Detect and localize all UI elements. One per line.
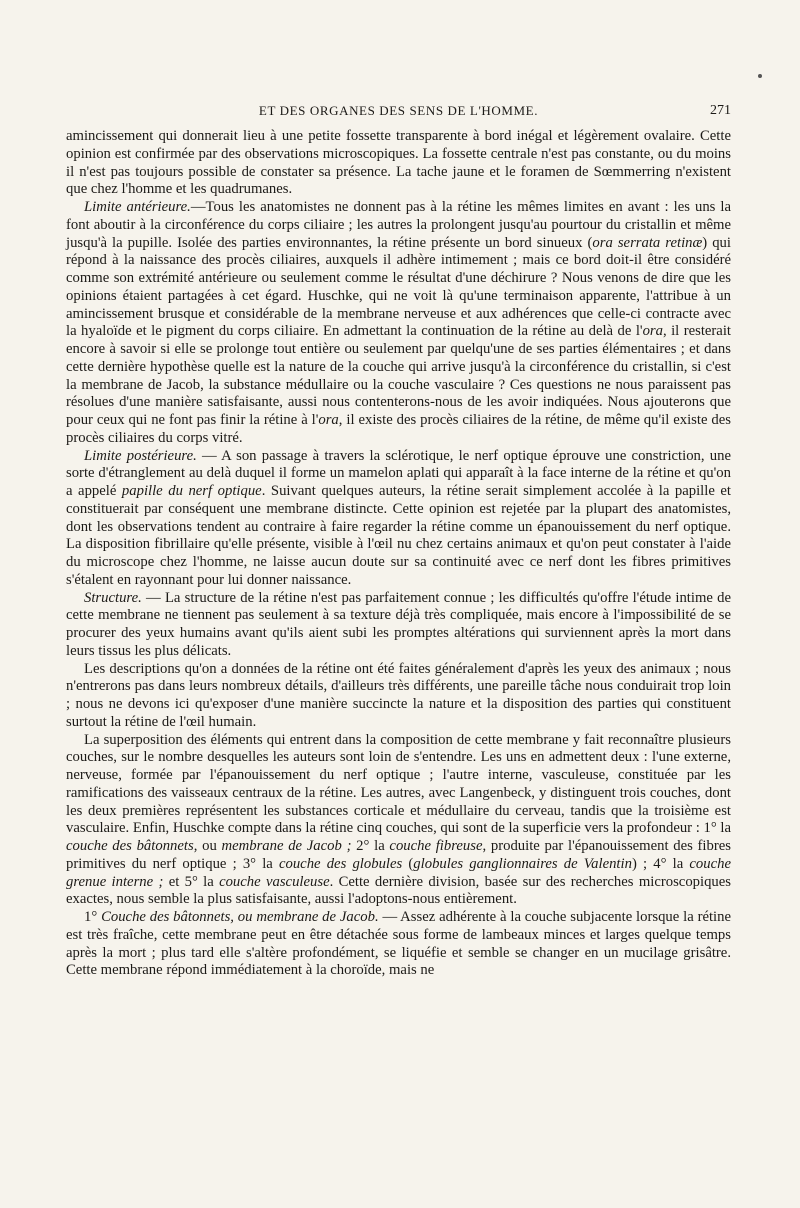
text-run: Les descriptions qu'on a données de la rétine ont été faites généralement d'après les yeux des animaux ; nous n'entrerons pas dans leurs nombreux détails, d'ailleurs très différents, une pareille tâche nous conduirait trop loin ; nous ne devons ici qu'exposer d'une manière succincte la nature et la disposition des parties qui constituent surtout la rétine de l'œil humain. — [66, 660, 731, 730]
text-run: et 5° la — [163, 873, 220, 890]
italic-text: ora — [642, 323, 663, 340]
text-run: —Tous les anatomistes ne donnent pas à la rétine les mêmes limites en avant : les uns la font aboutir à la circonférence du corps ciliaire ; les autres la prolongent jusqu'au pourtour du cristallin et même jusqu'à la pupille. Isolée des parties environnantes, la rétine présente un bord sinueux ( — [66, 199, 731, 251]
paragraph — [66, 448, 731, 590]
italic-text: globules ganglionnaires de Valentin — [413, 855, 632, 872]
italic-text: Couche des bâtonnets, ou membrane de Jacob. — [101, 909, 379, 925]
italic-text: ora — [318, 412, 339, 428]
text-run: 1° — [84, 909, 102, 925]
italic-text: Limite postérieure. — [84, 447, 197, 464]
running-head: ET DES ORGANES DES SENS DE L'HOMME. — [258, 103, 539, 118]
text-run: 2° la — [351, 838, 390, 854]
text-run: , produite par l'épanouissement des fibres primitives du nerf optique ; 3° la — [66, 838, 731, 872]
text-run: ) qui répond à la naissance des procès ciliaires, auxquels il adhère intimement ; mais ce bord doit-il être considéré comme son extrémité antérieure ou seulement comme le résultat d'une déchirure ? Nous venons de dire que les opinions étaient partagées à cet égard. Huschke, qui ne voit là qu'une terminaison apparente, l'attribue à un amincissement brusque et considérable de la membrane nerveuse et aux adhérences que celle-ci contracte avec la hyaloïde et le pigment du corps ciliaire. En admettant la continuation de la rétine au delà de l' — [66, 234, 731, 340]
paragraph — [66, 732, 731, 910]
text-run: ) ; 4° la — [631, 855, 690, 872]
italic-text: Limite antérieure. — [84, 199, 191, 215]
text-run: amincissement qui donnerait lieu à une petite fossette transparente à bord inégal et légèrement ovalaire. Cette opinion est confirmée par des observations microscopiques. La fossette centrale n'est pas constante, ou du moins il n'est pas toujours possible de constater sa présence. La tache jaune et le foramen de Sœmmerring n'existent que chez l'homme et les quadrumanes. — [66, 128, 731, 198]
italic-text: couche vasculeuse — [219, 873, 330, 890]
italic-text: couche fibreuse — [389, 838, 483, 854]
text-run: , ou — [193, 838, 222, 854]
text-run: La superposition des éléments qui entrent dans la composition de cette membrane y fait reconnaître plusieurs couches, sur le nombre desquelles les auteurs sont loin de s'entendre. Les uns en admettent deux : l'une externe, nerveuse, formée par l'épanouissement du nerf optique ; l'autre interne, vasculeuse, constituée par les ramifications des vaisseaux centraux de la rétine. Les autres, avec Langenbeck, y distinguent trois couches, dont les deux premières représentent les substances corticale et médullaire du cerveau, tandis que la troisième est vasculaire. Enfin, Huschke compte dans la rétine cinq couches, qui sont de la superficie vers la profondeur : 1° la — [66, 731, 731, 837]
text-run: . Suivant quelques auteurs, la rétine serait simplement accolée à la papille et constituerait par conséquent une membrane distincte. Cette opinion est rejetée par la plupart des anatomistes, dont les observations tendent au contraire à faire regarder la rétine comme un épanouissement du nerf optique. La disposition fibrillaire qu'elle présente, visible à l'œil nu chez certains animaux et qu'on peut constater à l'aide du microscope chez l'homme, ne laisse aucun doute sur sa continuité avec ce nerf dont les fibres primitives s'étalent en rayonnant pour lui donner naissance. — [66, 483, 731, 588]
paragraph — [66, 661, 731, 732]
text-run: — Assez adhérente à la couche subjacente lorsque la rétine est très fraîche, cette membrane peut en être détachée sous forme de lambeaux minces et larges quelque temps après la mort ; plus tard elle s'altère profondément, se liquéfie et semble se changer en un mucilage grisâtre. Cette membrane répond immédiatement à la choroïde, mais ne — [66, 909, 732, 979]
italic-text: couche des bâtonnets — [66, 838, 194, 854]
text-run: ( — [402, 855, 414, 872]
paragraph — [66, 909, 731, 980]
italic-text: ora serrata retinæ — [592, 234, 703, 251]
italic-text: membrane de Jacob ; — [221, 838, 352, 854]
body-text — [66, 128, 731, 980]
italic-text: couche des globules — [278, 855, 403, 872]
page-header — [66, 103, 731, 123]
text-run: , il existe des procès ciliaires de la rétine, de même qu'il existe des procès ciliaires du corps vitré. — [66, 412, 731, 446]
italic-text: couche grenue interne ; — [66, 855, 731, 890]
italic-text: papille du nerf optique — [121, 483, 262, 499]
paragraph — [66, 199, 731, 448]
text-run: . Cette dernière division, basée sur des recherches microscopiques exactes, nous semble la plus satisfaisante, aussi l'adoptons-nous entièrement. — [66, 873, 732, 908]
paragraph — [66, 590, 731, 661]
paragraph — [66, 128, 731, 199]
text-run: — La structure de la rétine n'est pas parfaitement connue ; les difficultés qu'offre l'étude intime de cette membrane ne tiennent pas seulement à sa texture déjà très compliquée, mais encore à l'impossibilité de se procurer des yeux humains avant qu'ils aient subi les promptes altérations qui surviennent après la mort dans leurs tissus les plus délicats. — [66, 589, 731, 659]
text-run: — A son passage à travers la sclérotique, le nerf optique éprouve une constriction, une sorte d'étranglement au delà duquel il forme un mamelon aplati qui apparaît à la face interne de la rétine et qu'on a appelé — [66, 447, 731, 499]
ink-speck — [758, 74, 762, 78]
page-number: 271 — [710, 103, 731, 118]
text-run: , il resterait encore à savoir si elle se prolonge tout entière ou seulement par quelqu'une de ses parties élémentaires ; et dans cette dernière hypothèse quelle est la nature de la couche qui arrive jusqu'à la circonférence du cristallin, si c'est la membrane de Jacob, la substance médullaire ou la couche vasculaire ? Ces questions ne nous paraissent pas résolues d'une manière satisfaisante, aussi nous contenterons-nous de les avoir indiquées. Nous ajouterons que pour ceux qui ne font pas finir la rétine à l' — [66, 323, 731, 428]
italic-text: Structure. — [84, 589, 142, 606]
